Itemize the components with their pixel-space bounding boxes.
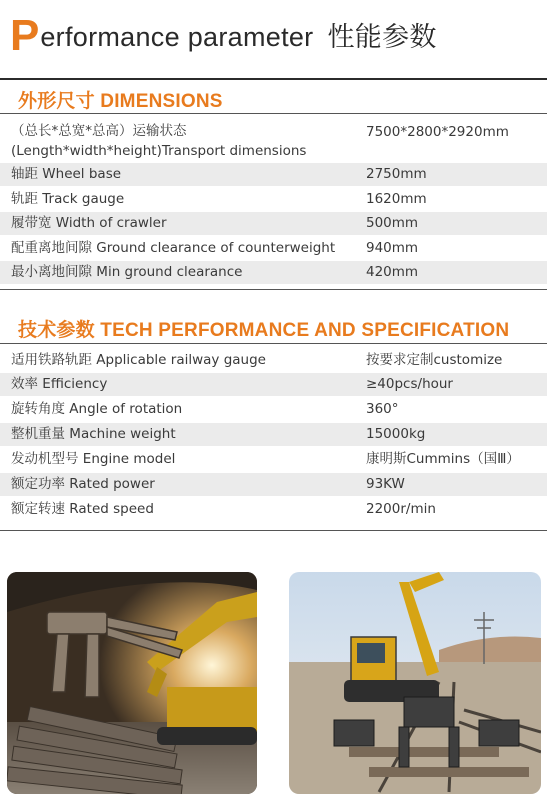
row-value: 360° <box>366 401 399 417</box>
row-value: 93KW <box>366 476 405 492</box>
row-value: 500mm <box>366 215 419 231</box>
row-value: 940mm <box>366 240 419 256</box>
row-label: 整机重量 Machine weight <box>11 426 176 442</box>
table-row <box>0 448 547 471</box>
row-label <box>11 121 306 161</box>
divider <box>0 289 547 290</box>
table-row <box>0 163 547 186</box>
row-value: 2750mm <box>366 166 427 182</box>
divider <box>0 113 547 114</box>
table-row <box>0 473 547 496</box>
divider <box>0 78 547 80</box>
title-initial: P <box>10 11 40 60</box>
row-value: 康明斯Cummins（国Ⅲ） <box>366 451 520 467</box>
table-row <box>0 237 547 260</box>
row-label: 额定功率 Rated power <box>11 476 155 492</box>
row-label: 轴距 Wheel base <box>11 166 122 182</box>
row-label-line1: （总长*总宽*总高）运输状态 <box>11 123 187 139</box>
row-label: 配重离地间隙 Ground clearance of counterweight <box>11 240 336 256</box>
dimensions-heading: 外形尺寸 DIMENSIONS <box>18 91 223 112</box>
row-label: 履带宽 Width of crawler <box>11 215 167 231</box>
title-english: erformance parameter <box>40 22 314 52</box>
table-row <box>0 398 547 421</box>
row-label: 旋转角度 Angle of rotation <box>11 401 183 417</box>
table-row <box>0 121 547 163</box>
row-value: 2200r/min <box>366 501 436 517</box>
row-label: 轨距 Track gauge <box>11 191 125 207</box>
row-value: 420mm <box>366 264 419 280</box>
table-row <box>0 212 547 235</box>
row-label: 效率 Efficiency <box>11 376 108 392</box>
divider <box>0 530 547 531</box>
row-label: 发动机型号 Engine model <box>11 451 176 467</box>
row-label: 最小离地间隙 Min ground clearance <box>11 264 243 280</box>
row-value: ≥40pcs/hour <box>366 376 453 392</box>
table-row <box>0 261 547 284</box>
table-row <box>0 423 547 446</box>
table-row <box>0 373 547 396</box>
title-chinese: 性能参数 <box>327 22 437 52</box>
table-row <box>0 498 547 521</box>
photo-excavator-railway <box>289 572 541 794</box>
divider <box>0 343 547 344</box>
row-label: 额定转速 Rated speed <box>11 501 154 517</box>
row-value: 15000kg <box>366 426 426 442</box>
table-row <box>0 188 547 211</box>
row-label: 适用铁路轨距 Applicable railway gauge <box>11 352 266 368</box>
photo-excavator-sleepers <box>7 572 257 794</box>
page-title <box>10 6 437 58</box>
row-value: 7500*2800*2920mm <box>366 124 509 140</box>
row-value: 按要求定制customize <box>366 352 503 368</box>
title-text <box>40 15 436 58</box>
excavator-railway-image <box>289 572 541 794</box>
excavator-sleepers-image <box>7 572 257 794</box>
table-row <box>0 349 547 372</box>
row-value: 1620mm <box>366 191 427 207</box>
row-label-line2: (Length*width*height)Transport dimensions <box>11 143 307 159</box>
tech-heading: 技术参数 TECH PERFORMANCE AND SPECIFICATION <box>18 320 510 341</box>
